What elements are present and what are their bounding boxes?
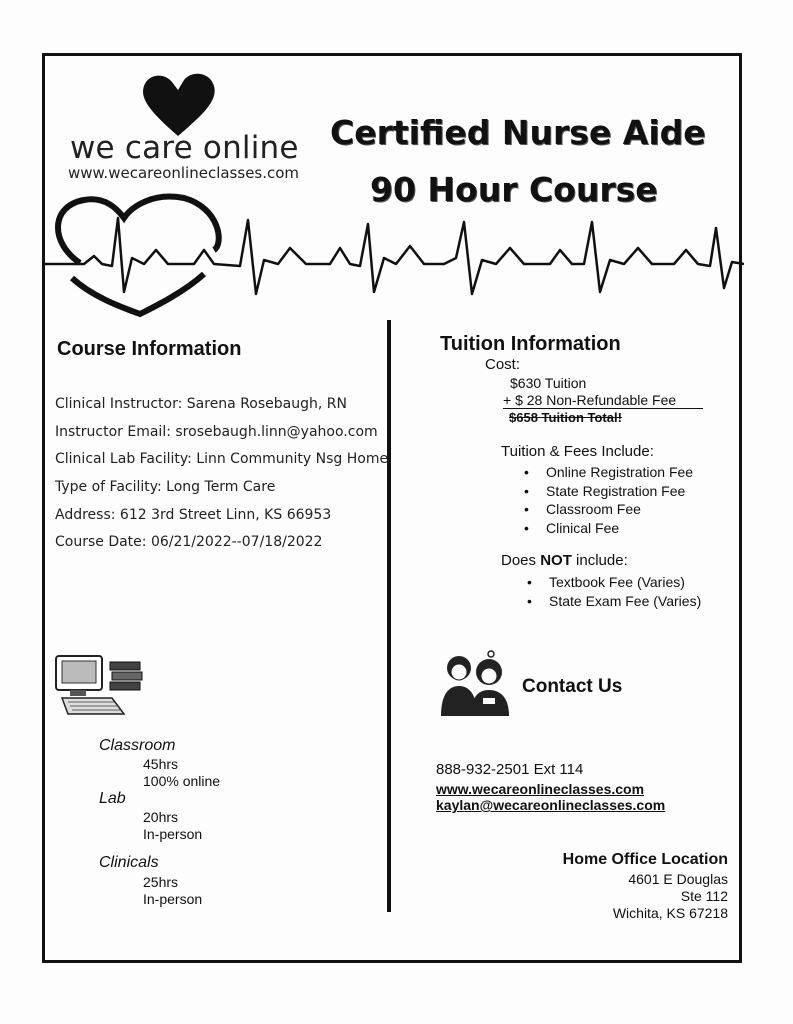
clinicals-mode: In-person (143, 891, 203, 907)
not-prefix: Does (501, 552, 537, 569)
brand-name: we care online (70, 130, 299, 166)
website-link[interactable]: www.wecareonlineclasses.com (436, 781, 645, 797)
course-info-item: Address: 612 3rd Street Linn, KS 66953 (55, 507, 332, 523)
course-info-item: Clinical Instructor: Sarena Rosebaugh, RN (55, 396, 347, 412)
contact-heading: Contact Us (522, 676, 623, 697)
course-info-item: Instructor Email: srosebaugh.linn@yahoo.com (55, 424, 378, 440)
course-info-heading: Course Information (57, 338, 242, 360)
course-info-item: Clinical Lab Facility: Linn Community Nsg Home (55, 451, 389, 467)
logo-heart-icon (138, 70, 218, 138)
list-item: • State Exam Fee (Varies) (527, 592, 701, 611)
includes-heading: Tuition & Fees Include: (501, 443, 654, 460)
lab-label: Lab (99, 790, 126, 807)
heartbeat-line-icon (44, 188, 744, 318)
course-info-item: Type of Facility: Long Term Care (55, 479, 276, 495)
office-street: 4601 E Douglas (628, 871, 728, 887)
email-link[interactable]: kaylan@wecareonlineclasses.com (436, 797, 666, 813)
tuition-total: $658 Tuition Total! (509, 410, 622, 425)
clinicals-label: Clinicals (99, 854, 159, 871)
not-included-list (527, 573, 701, 610)
clinicals-hours: 25hrs (143, 874, 179, 890)
brand-url: www.wecareonlineclasses.com (68, 164, 300, 182)
cost-label: Cost: (485, 356, 521, 373)
course-info-item: Course Date: 06/21/2022--07/18/2022 (55, 534, 323, 550)
tuition-amount: $630 Tuition (510, 375, 587, 391)
not-included-heading (501, 552, 628, 569)
nurses-icon (439, 646, 511, 716)
course-subtitle: 90 Hour Course (370, 170, 658, 209)
list-item: • Clinical Fee (524, 519, 693, 538)
includes-list (524, 463, 693, 537)
non-refundable-fee: + $ 28 Non-Refundable Fee (503, 392, 703, 409)
course-title: Certified Nurse Aide (330, 113, 706, 152)
computer-icon (54, 652, 146, 718)
column-divider (387, 320, 391, 912)
lab-hours: 20hrs (143, 809, 179, 825)
list-item: • Classroom Fee (524, 500, 693, 519)
classroom-hours: 45hrs (143, 756, 179, 772)
office-suite: Ste 112 (680, 888, 728, 904)
office-heading: Home Office Location (562, 851, 728, 868)
not-suffix: include: (576, 552, 628, 569)
not-word: NOT (540, 552, 572, 569)
contact-phone: 888-932-2501 Ext 114 (436, 761, 584, 778)
list-item: • Online Registration Fee (524, 463, 693, 482)
office-city: Wichita, KS 67218 (612, 905, 728, 921)
tuition-heading: Tuition Information (440, 333, 621, 355)
classroom-label: Classroom (99, 737, 176, 754)
list-item: • State Registration Fee (524, 482, 693, 501)
classroom-mode: 100% online (143, 773, 221, 789)
list-item: • Textbook Fee (Varies) (527, 573, 701, 592)
lab-mode: In-person (143, 826, 203, 842)
